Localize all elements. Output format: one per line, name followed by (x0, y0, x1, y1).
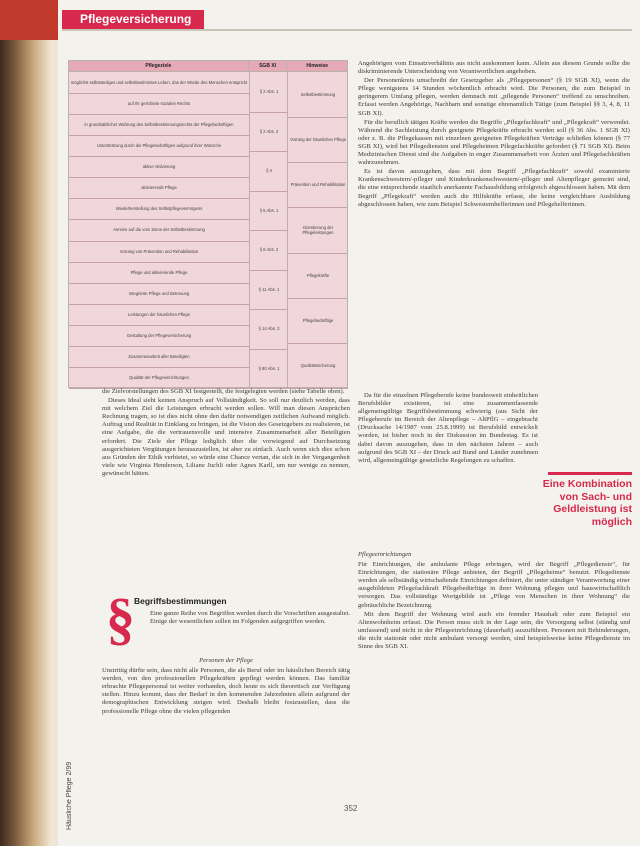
paragraph: Es ist davon auszugehen, dass mit dem Begriff „Pflegefachkraft“ sowohl examinierte Krankenschwestern/-pfleger und Kinderkrankenschwestern/-pfleger und Altenpfleger gemeint sind, die eine entsprechende staatlich anerkannte Fachausbildung erfolgreich abgeschlossen haben. Mit dem Begriff „Pflegekraft“ werden auch die Hilfskräfte erfasst, die keine vergleichbare Ausbildung abgeschlossen haben, wie zum Beispiel Schwesternhelferinnen und Pflegehelferinnen. (358, 168, 630, 208)
table-row: Pflege und aktivierende Pflege (69, 262, 249, 284)
table-cell-sgb: § 11 Abs. 1 (249, 270, 288, 311)
table-body (69, 72, 347, 388)
paragraph: Angehörigen vom Einsatzverhältnis aus nicht auskommen kann. Allein aus diesem Grunde sollte die diskriminierende Unterscheidung von Verantwortlichen angehoben. (358, 60, 630, 76)
table-cell-note: Pflegebedürftige (287, 298, 348, 344)
table-cell-sgb: § 4 (249, 151, 288, 192)
table-cell-sgb: § 2 Abs. 1 (249, 72, 288, 113)
table-row: Gestaltung der Pflegeversicherung (69, 325, 249, 347)
paragraph: Mit dem Begriff der Wohnung wird auch ein fremder Haushalt oder zum Beispiel ein Altenwohnheim erfasst. Die Person muss sich in der Lage sein, die Versorgung selbst (ständig und umfassend) und nicht in der Pflegeeinrichtung (dauerhaft) auszuführen. Personen mit Behinderungen, die nicht stationär oder nicht ambulant versorgt werden, sind beispielsweise keine Pflegedienste im Sinne des SGB XI. (358, 610, 630, 651)
paragraph: die Zielvorstellungen des SGB XI festgestellt, die festgelegten werden (siehe Tabelle oben). (102, 388, 345, 395)
section-header: Pflegeversicherung (62, 10, 204, 29)
table-row: in grundsätzlicher Wahrung des Selbstbestimmungsrechts der Pflegebedürftigen (69, 114, 249, 136)
right-column-bottom (358, 548, 630, 776)
table-row: Anreize auf die vom Sinne der Selbstbestimmung (69, 219, 249, 241)
table-cell-sgb: § 5 Abs. 1 (249, 191, 288, 232)
table-cell-sgb: § 14 Abs. 3 (249, 309, 288, 350)
subheading: Personen der Pflege (199, 657, 253, 664)
table-row: Leistungen der häuslichen Pflege (69, 304, 249, 326)
table-row: Integrierte Pflege und Betreuung (69, 283, 249, 305)
left-column-bottom (102, 654, 350, 794)
section-title: Begriffsbestimmungen (134, 596, 227, 606)
table-row: Qualität der Pflegeeinrichtungen (69, 367, 249, 389)
table-row: aktive Aktivierung (69, 156, 249, 178)
right-column-mid (358, 392, 538, 548)
table-cell-note: Prävention und Rehabilitation (287, 162, 348, 208)
subheading: Pflegeeinrichtungen (358, 551, 412, 558)
table-cell-sgb: § 80 Abs. 1 (249, 349, 288, 390)
table-row: Vorrang von Prävention und Rehabilitation (69, 241, 249, 263)
table-header-sgb: SGB XI (249, 61, 288, 71)
callout-bar (548, 472, 632, 475)
table-header (69, 61, 347, 72)
header-rule (62, 29, 632, 31)
table-header-goals: Pflegeziele (69, 61, 249, 71)
paragraph: Für Einrichtungen, die ambulante Pflege erbringen, wird der Begriff „Pflegedienste“, für Einrichtungen, die stationäre Pflege anbieten, der Begriff „Pflegeheime“ benutzt. Pflegedienste werden als selbständig wirtschaftende Einrichtungen definiert, die unter ständiger Verantwortung einer ausgebildeten Pflegefachkraft Pflegebedürftige in ihrer Wohnung pflegen und hauswirtschaftlich versorgen. Das vollständige Wortgebilde ist „Pflege von Menschen in ihrer Wohnung“ die gebräuchliche Bezeichnung. (358, 561, 630, 609)
table-row: aktivierende Pflege (69, 177, 249, 199)
table-row: Zusammenarbeit aller Beteiligten (69, 346, 249, 368)
table-row: Wiederherstellung des Selbstpflegevermögens (69, 198, 249, 220)
paragraph: Da für die einzelnen Pflegeberufe keine bundesweit einheitlichen Berufsbilder existieren, ist eine zusammenfassende allgemeingültige Begriffsbestimmung schwierig (aus Sicht der Pflegeberufe im Bereich der Altenpflege – AltPflG – eingebracht (Drucksache 14/1987 vom 25.8.1999) ist Berufsbild entwickelt worden, ist bisher noch in der Diskussion im Bundestag. Es ist dabei davon auszugehen, dass in den nächsten Jahren – auch aufgrund des SGB XI – der Druck auf Bund und Länder zunehmen wird, allgemeingültige gesetzliche Regelungen zu schaffen. (358, 392, 538, 464)
paragraph: Der Personenkreis umschreibt der Gesetzgeber als „Pflegepersonen“ (§ 19 SGB XI), wenn die Pflege wenigstens 14 Stunden wöchentlich erbracht wird. Die Personen, die zum Beispiel in geringerem Umfang pflegen, werden demnach mit „pflegende Personen“ treffend zu umschreiben. Erfasst werden Angehörige, Nachbarn und sonstige ehrenamtlich Tätige (zum Beispiel §§ 3, 4, 8, 11 SGB XI). (358, 77, 630, 117)
table-row: möglichst selbständiges und selbstbestimmtes Leben, das der Würde des Menschen entspricht (69, 72, 249, 94)
table-row: auf Ihr gerichtete sozialen Rechts (69, 93, 249, 115)
pull-quote: Eine Kombination von Sach- und Geldleistung ist möglich (542, 478, 632, 528)
page-number: 352 (344, 804, 358, 813)
paragraph: Dieses Ideal sieht keinen Anspruch auf Vollständigkeit. So soll nur deutlich werden, dass mit welchem Ziel die Leistungen erbracht werden sollen. Will man diesen Ansprüchen Rechnung tragen, so ist dies nicht ohne den dafür notwendigen zeitlichen Aufwand möglich. Auftrag und Realität in Einklang zu bringen, ist die Vision des Gesetzgebers zu realisieren, ist eine Aufgabe, die die vertrauensvolle und intensive Zusammenarbeit aller Beteiligten erfordert. Die Ziele der Pflege lediglich über die vorwiegend auf Durchsetzung ausgerichteten Vergütungen herauszustellen, ist aber zu einfach. Auch wenn sich dies schon aus Gründen der Ethik verbietet, so würde eine Chance vertan, die sich in der Vergangenheit viele wie Virginia Henderson, Liliane Juchli oder Agnes Karll, um nur wenige zu nennen, gewünscht hätten. (102, 397, 350, 477)
table-cell-note: Selbstbestimmung (287, 72, 348, 118)
table-cell-note: Pflegekräfte (287, 253, 348, 299)
book-spine (0, 0, 60, 846)
table-cell-sgb: § 6 Abs. 2 (249, 230, 288, 271)
journal-side-label: Häusliche Pflege 2/99 (66, 761, 73, 830)
goals-table (68, 60, 348, 388)
table-row: Unterstützung durch die Pflegebedürftigen aufgrund ihrer Wünsche (69, 135, 249, 157)
spine-color-band (0, 0, 60, 40)
table-cell-note: Qualitätssicherung (287, 343, 348, 389)
paragraph: Unstrittig dürfte sein, dass nicht alle Personen, die als Beruf oder im häuslichen Bereich tätig werden, von den professionellen Pflegekräften gepflegt werden können. Das familiär erbrachte Pflegepersonal ist weiter vorhanden, doch heute es sich theoretisch zur Verfügung stellen. Hinzu kommt, dass der Bedarf in den kommenden Jahrzehnten allein aufgrund der demographischen Entwicklung steigen wird. Deshalb bleibt festzustellen, dass die professionelle Pflege ohne die vielen pflegenden (102, 667, 350, 715)
table-cell-note: Vorrang der häuslichen Pflege (287, 117, 348, 163)
section-intro: Eine ganze Reihe von Begriffen werden durch die Vorschriften ausgestaltet. Einige der wesentlichen sollen im Folgenden aufgegriffen werden. (150, 610, 350, 626)
section-paragraph-icon: § (106, 586, 135, 651)
table-cell-note: Orientierung der Pflegeleistungen (287, 207, 348, 253)
paragraph: Für die beruflich tätigen Kräfte werden die Begriffe „Pflegefachkraft“ und „Pflegekraft“ verwendet. Während die Sachleistung durch geeignete Pflegekräfte erbracht werden soll (§ 36 Abs. 1 SGB XI) oder z. B. die Pflegekassen mit einzelnen geeigneten Pflegekräften Verträge schließen können (§ 77 SGB XI), wird bei Pflegediensten und Pflegeheimen Pflegefachkräfte gefordert (§ 71 SGB XI). Beim Medizinischen Dienst sind die Aufgaben in enger Zusammenarbeit von Ärzten und Pflegefachkräften wahrzunehmen. (358, 118, 630, 167)
table-header-notes: Hinweise (306, 63, 329, 69)
table-cell-sgb: § 2 Abs. 2 (249, 112, 288, 153)
